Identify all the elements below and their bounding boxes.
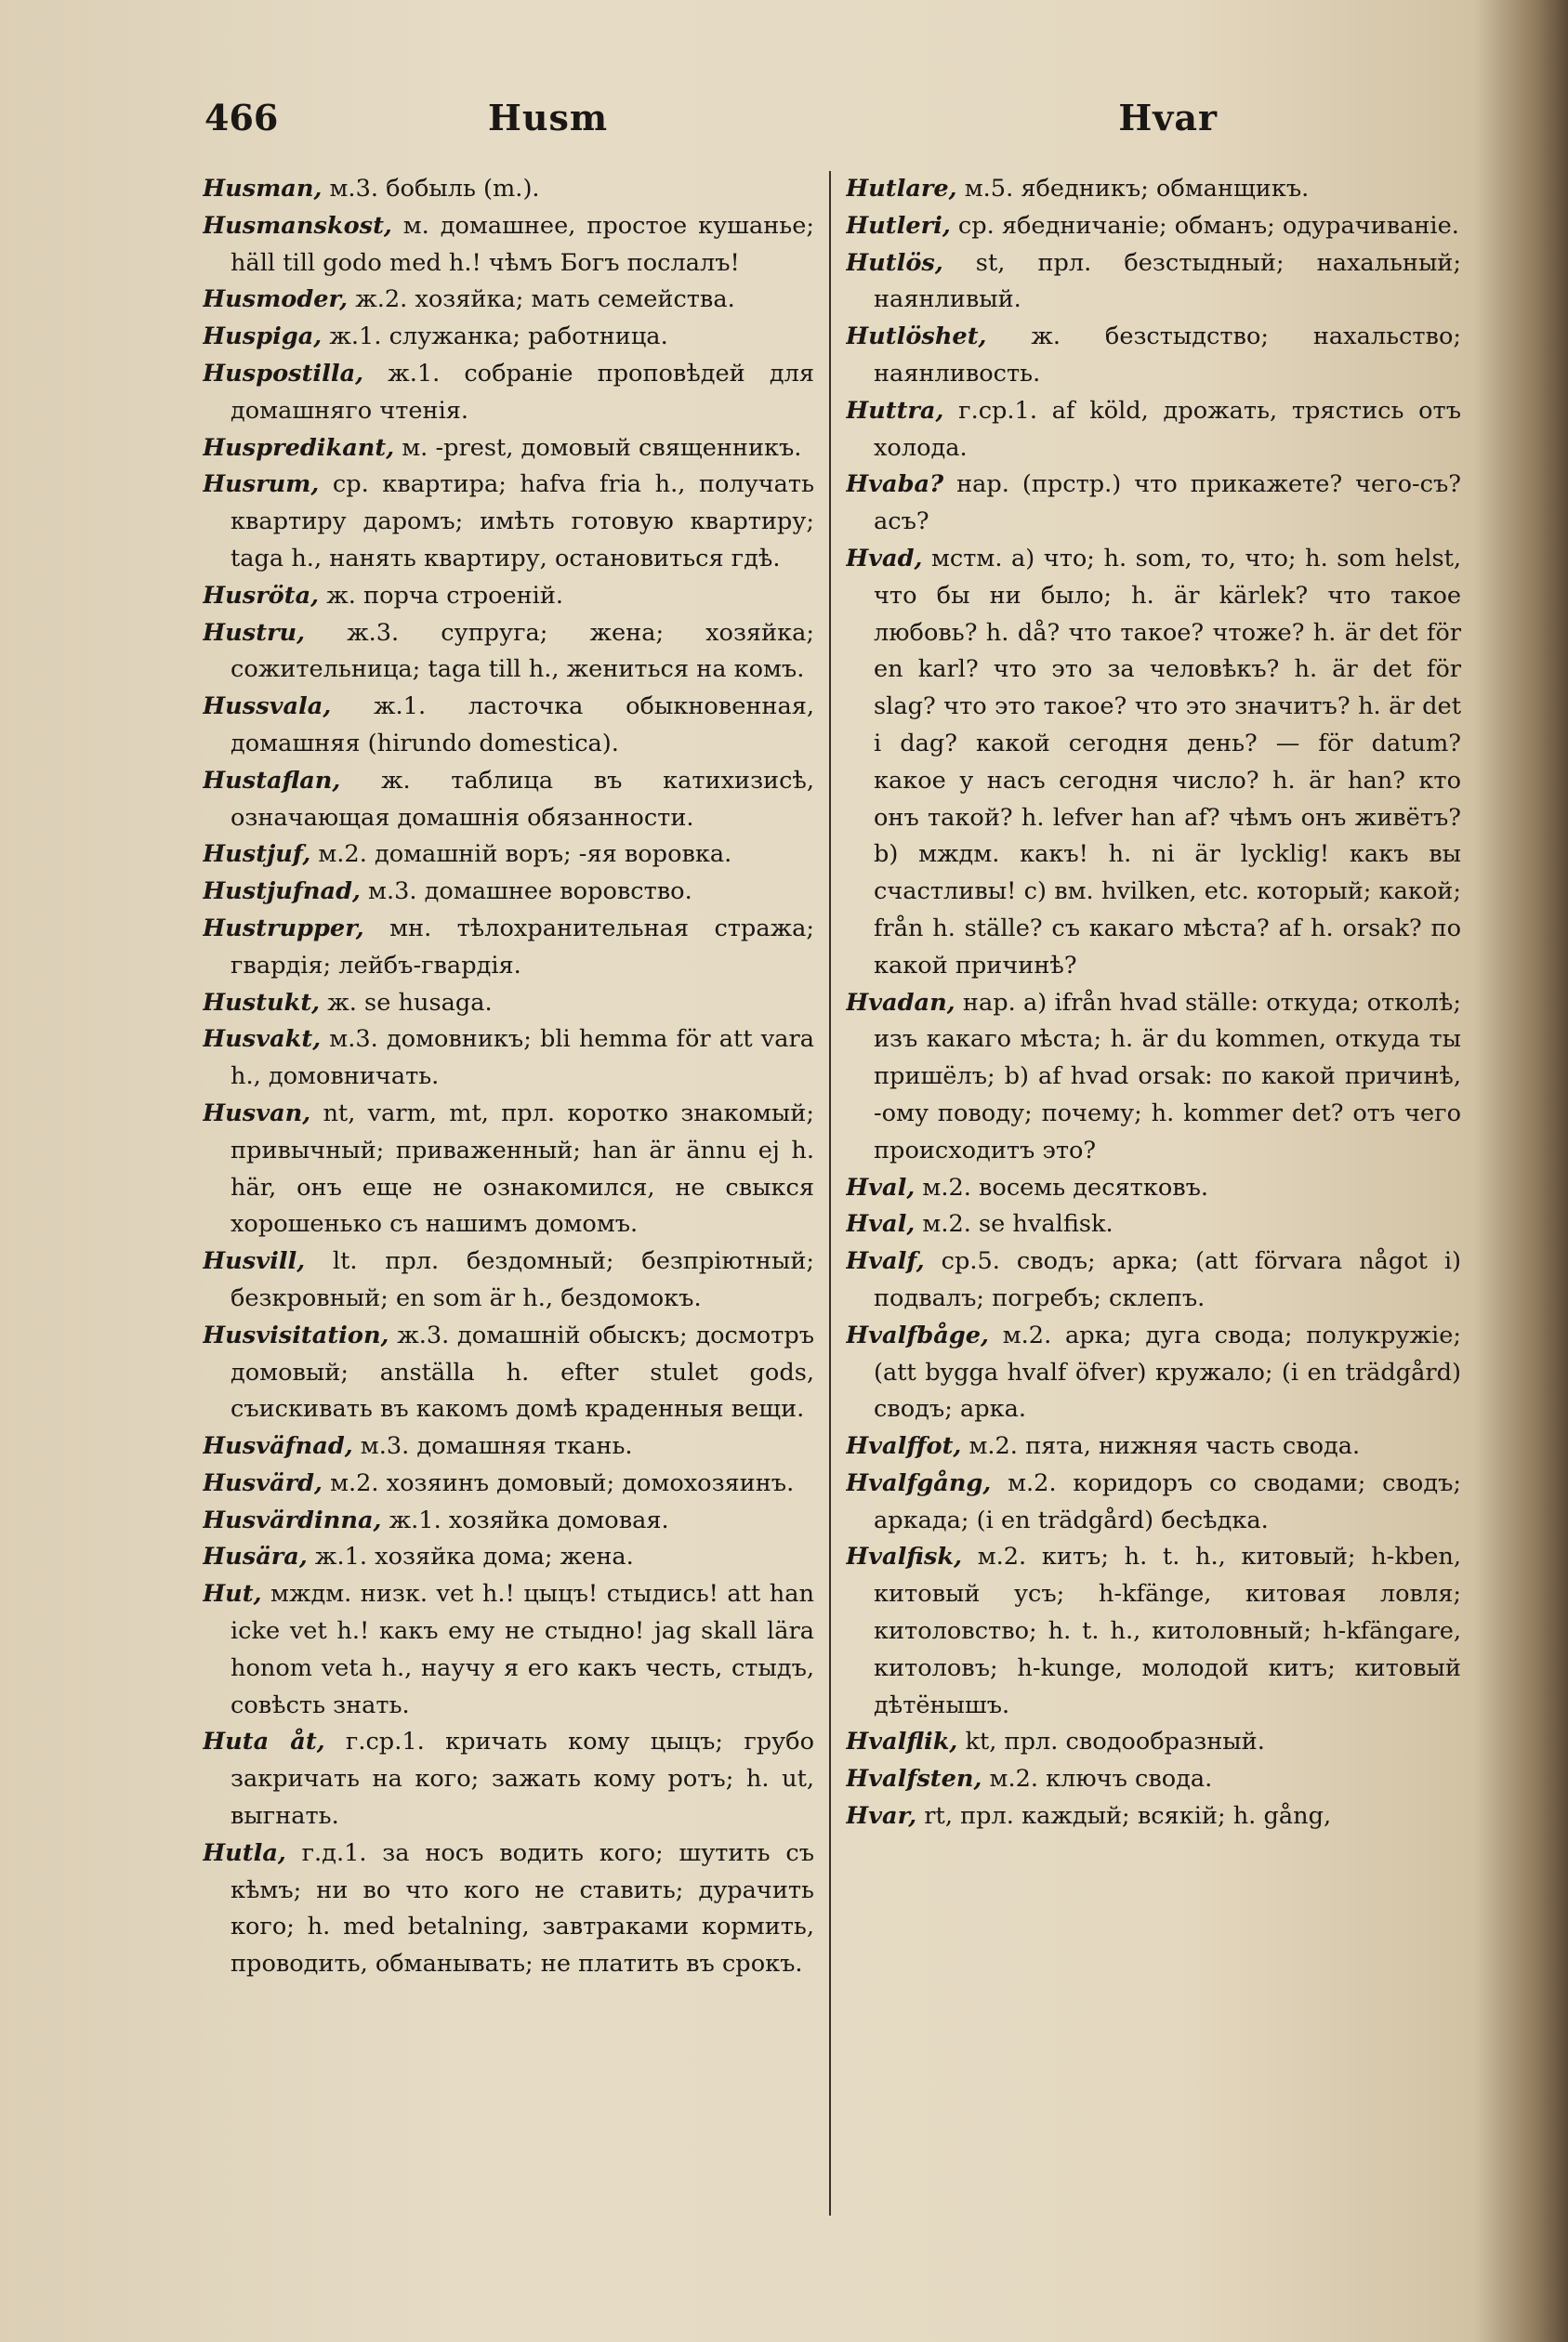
entry-definition: м.2. пята, нижняя часть свода. bbox=[961, 1432, 1361, 1461]
entry-definition: нар. a) ifrån hvad ställe: откуда; отколѣ; изъ какаго мѣста; h. är du kommen, откуда ты пришёлъ; b) af hvad orsak: по какой причинѣ, -ому поводу; почему; h. kommer det? отъ чего происходитъ это? bbox=[874, 988, 1461, 1164]
dictionary-entry bbox=[203, 1021, 814, 1096]
entry-definition: г.ср.1. af köld, дрожать, трястись отъ холода. bbox=[874, 396, 1461, 462]
dictionary-entry bbox=[846, 1206, 1461, 1243]
entry-definition: ж.2. хозяйка; мать семейства. bbox=[348, 285, 735, 314]
entry-headword: Hvalffot, bbox=[846, 1432, 962, 1461]
entry-definition: м.5. ябедникъ; обманщикъ. bbox=[956, 175, 1310, 203]
right-column bbox=[846, 171, 1461, 2318]
entry-headword: Huspostilla, bbox=[203, 359, 364, 388]
dictionary-entry bbox=[203, 1318, 814, 1428]
entry-headword: Huttra, bbox=[846, 396, 944, 425]
dictionary-entry bbox=[203, 1243, 814, 1318]
entry-definition: м.3. бобыль (m.). bbox=[322, 175, 540, 203]
dictionary-entry bbox=[203, 911, 814, 985]
column-divider bbox=[829, 171, 831, 2216]
entry-headword: Husvärd, bbox=[203, 1468, 323, 1497]
entry-headword: Hut, bbox=[203, 1580, 262, 1609]
entry-definition: мждм. низк. vet h.! цыцъ! стыдись! att han icke vet h.! какъ ему не стыдно! jag skall lära honom veta h., научу я его какъ честь, стыдъ, совѣсть знать. bbox=[231, 1580, 814, 1719]
dictionary-entry bbox=[846, 1170, 1461, 1207]
entry-definition: lt. прл. бездомный; безпріютный; безкровный; en som är h., бездомокъ. bbox=[231, 1247, 814, 1312]
entry-headword: Hvalfisk, bbox=[846, 1543, 963, 1572]
entry-headword: Hvalflik, bbox=[846, 1728, 958, 1756]
dictionary-entry bbox=[203, 319, 814, 356]
entry-headword: Hvalfbåge, bbox=[846, 1321, 989, 1349]
dictionary-entry bbox=[203, 356, 814, 430]
entry-headword: Husvärdinna, bbox=[203, 1506, 382, 1534]
entry-headword: Hval, bbox=[846, 1210, 916, 1239]
entry-definition: м. домашнее, простое кушанье; häll till godo med h.! чѣмъ Богъ послалъ! bbox=[231, 211, 814, 277]
entry-definition: м.2. хозяинъ домовый; домохозяинъ. bbox=[322, 1468, 795, 1497]
dictionary-entry bbox=[203, 874, 814, 911]
dictionary-entry bbox=[203, 689, 814, 763]
entry-headword: Hustrupper, bbox=[203, 914, 364, 942]
entry-headword: Husväfnad, bbox=[203, 1432, 353, 1461]
entry-headword: Hvar, bbox=[846, 1802, 917, 1831]
dictionary-entry bbox=[846, 467, 1461, 541]
dictionary-entry bbox=[846, 1761, 1461, 1798]
entry-headword: Hvad, bbox=[846, 544, 923, 572]
entry-headword: Hustaflan, bbox=[203, 766, 341, 795]
entry-definition: м.2. коридоръ со сводами; сводъ; аркада; (i en trädgård) бесѣдка. bbox=[874, 1468, 1461, 1534]
dictionary-entry bbox=[203, 171, 814, 208]
entry-headword: Huspiga, bbox=[203, 322, 323, 351]
entry-headword: Husvakt, bbox=[203, 1025, 322, 1054]
entry-definition: м.3. домашняя ткань. bbox=[352, 1432, 633, 1461]
entry-headword: Hussvala, bbox=[203, 692, 332, 721]
dictionary-entry bbox=[846, 1724, 1461, 1761]
entry-headword: Hvalf, bbox=[846, 1247, 925, 1276]
running-head-right: Hvar bbox=[1118, 97, 1218, 138]
entry-definition: г.ср.1. кричать кому цыцъ; грубо закричать на кого; зажать кому ротъ; h. ut, выгнать. bbox=[231, 1728, 814, 1831]
entry-headword: Husman, bbox=[203, 175, 323, 203]
page-number: 466 bbox=[204, 97, 279, 138]
entry-headword: Husröta, bbox=[203, 581, 320, 610]
dictionary-entry bbox=[203, 467, 814, 577]
entry-definition: м.2. восемь десятковъ. bbox=[915, 1173, 1209, 1202]
dictionary-entry bbox=[846, 985, 1461, 1170]
dictionary-entry bbox=[203, 1096, 814, 1243]
entry-headword: Husvill, bbox=[203, 1247, 306, 1276]
dictionary-entry bbox=[846, 1428, 1461, 1466]
entry-headword: Hutlöshet, bbox=[846, 322, 987, 351]
entry-definition: м.2. se hvalfisk. bbox=[915, 1210, 1113, 1239]
entry-headword: Husrum, bbox=[203, 470, 320, 499]
dictionary-entry bbox=[203, 1466, 814, 1503]
entry-definition: ж.1. хозяйка домовая. bbox=[381, 1506, 669, 1534]
entry-definition: ж.1. ласточка обыкновенная, домашняя (hirundo domestica). bbox=[231, 692, 814, 757]
entry-headword: Huta åt, bbox=[203, 1728, 325, 1756]
entry-definition: м.2. домашній воръ; -яя воровка. bbox=[310, 840, 732, 869]
dictionary-entry bbox=[203, 763, 814, 837]
entry-headword: Husära, bbox=[203, 1543, 308, 1572]
entry-headword: Hvalfgång, bbox=[846, 1468, 992, 1497]
entry-definition: м.2. китъ; h. t. h., китовый; h-kben, китовый усъ; h-kfänge, китовая ловля; китоловство; h. t. h., китоловный; h-kfängare, китоловъ; h-kunge, молодой китъ; китовый дѣтёнышъ. bbox=[874, 1543, 1461, 1719]
entry-definition: м.3. домашнее воровство. bbox=[360, 877, 692, 906]
entry-definition: ср. ябедничаніе; обманъ; одурачиваніе. bbox=[950, 211, 1459, 240]
entry-definition: nt, varm, mt, прл. коротко знакомый; привычный; приваженный; han är ännu ej h. här, онъ еще не ознакомился, не свыкся хорошенько съ нашимъ домомъ. bbox=[231, 1099, 814, 1239]
entry-definition: ж.1. собраніе проповѣдей для домашняго чтенія. bbox=[231, 359, 814, 425]
dictionary-entry bbox=[203, 1428, 814, 1466]
entry-headword: Husvan, bbox=[203, 1099, 311, 1127]
dictionary-entry bbox=[203, 1503, 814, 1540]
dictionary-entry bbox=[203, 430, 814, 467]
entry-definition: нар. (прстр.) что прикажете? чего-съ? асъ? bbox=[874, 470, 1461, 536]
dictionary-entry bbox=[203, 1539, 814, 1576]
page-header bbox=[204, 97, 1218, 152]
entry-headword: Hustjufnad, bbox=[203, 877, 361, 906]
dictionary-entry bbox=[203, 282, 814, 319]
dictionary-entry bbox=[203, 1835, 814, 1983]
dictionary-entry bbox=[203, 208, 814, 283]
dictionary-entry bbox=[846, 541, 1461, 985]
entry-definition: м.3. домовникъ; bli hemma för att vara h., домовничать. bbox=[231, 1025, 814, 1091]
entry-definition: м.2. арка; дуга свода; полукружіе; (att bygga hvalf öfver) кружало; (i en trädgård) сводъ; арка. bbox=[874, 1321, 1461, 1424]
dictionary-entry bbox=[203, 836, 814, 874]
dictionary-entry bbox=[846, 245, 1461, 320]
entry-definition: ж.1. служанка; работница. bbox=[322, 322, 668, 351]
entry-definition: st, прл. безстыдный; нахальный; наянливый. bbox=[874, 248, 1461, 314]
dictionary-entry bbox=[203, 1576, 814, 1724]
entry-definition: ж.3. супруга; жена; хозяйка; сожительница; taga till h., жениться на комъ. bbox=[231, 618, 814, 684]
entry-headword: Hustjuf, bbox=[203, 840, 311, 869]
entry-headword: Hvadan, bbox=[846, 988, 955, 1017]
entry-headword: Husmanskost, bbox=[203, 211, 392, 240]
entry-definition: мстм. a) что; h. som, то, что; h. som helst, что бы ни было; h. är kärlek? что такое любовь? h. då? что такое? чтоже? h. är det för en karl? что это за человѣкъ? h. är det för slag? что это такое? что это значитъ? h. är det i dag? какой сегодня день? — för datum? какое у насъ сегодня число? h. är han? кто онъ такой? h. lefver han af? чѣмъ онъ живётъ? b) мждм. какъ! h. ni är lycklig! какъ вы счастливы! c) вм. hvilken, etc. который; какой; från h. ställe? съ какаго мѣста? af h. orsak? по какой причинѣ? bbox=[874, 544, 1461, 980]
entry-definition: мн. тѣлохранительная стража; гвардія; лейбъ-гвардія. bbox=[231, 914, 814, 980]
entry-definition: м. -prest, домовый священникъ. bbox=[394, 433, 802, 462]
entry-definition: kt, прл. сводообразный. bbox=[957, 1728, 1265, 1756]
dictionary-entry bbox=[846, 1539, 1461, 1724]
dictionary-entry bbox=[846, 208, 1461, 245]
entry-definition: ж. порча строеній. bbox=[319, 581, 564, 610]
entry-headword: Hustru, bbox=[203, 618, 306, 647]
entry-definition: ж.3. домашній обыскъ; досмотръ домовый; anställa h. efter stulet gods, съискивать въ какомъ домѣ краденныя вещи. bbox=[231, 1321, 814, 1424]
dictionary-entry bbox=[846, 319, 1461, 393]
entry-headword: Husvisitation, bbox=[203, 1321, 389, 1349]
dictionary-entry bbox=[846, 1243, 1461, 1318]
dictionary-entry bbox=[203, 985, 814, 1022]
entry-headword: Hutlare, bbox=[846, 175, 957, 203]
entry-headword: Hval, bbox=[846, 1173, 916, 1202]
dictionary-entry bbox=[203, 578, 814, 615]
entry-definition: rt, прл. каждый; всякій; h. gång, bbox=[916, 1802, 1332, 1831]
entry-definition: ср.5. сводъ; арка; (att förvara något i) подвалъ; погребъ; склепъ. bbox=[874, 1247, 1461, 1312]
running-head-left: Husm bbox=[488, 97, 609, 138]
entry-headword: Hutlös, bbox=[846, 248, 943, 277]
left-column bbox=[203, 171, 814, 2318]
entry-headword: Hvalfsten, bbox=[846, 1765, 982, 1794]
entry-definition: м.2. ключъ свода. bbox=[982, 1765, 1213, 1794]
dictionary-entry bbox=[203, 615, 814, 690]
dictionary-entry bbox=[846, 1798, 1461, 1835]
entry-definition: ср. квартира; hafva fria h., получать квартиру даромъ; имѣть готовую квартиру; taga h., нанять квартиру, остановиться гдѣ. bbox=[231, 470, 814, 572]
entry-definition: г.д.1. за носъ водить кого; шутить съ кѣмъ; ни во что кого не ставить; дурачить кого; h. med betalning, завтраками кормить, проводить, обманывать; не платить въ срокъ. bbox=[231, 1838, 814, 1979]
dictionary-entry bbox=[846, 1318, 1461, 1428]
dictionary-entry bbox=[846, 393, 1461, 467]
entry-headword: Hutleri, bbox=[846, 211, 951, 240]
entry-headword: Hustukt, bbox=[203, 988, 321, 1017]
entry-headword: Hutla, bbox=[203, 1838, 286, 1867]
entry-definition: ж. se husaga. bbox=[320, 988, 493, 1017]
dictionary-entry bbox=[846, 171, 1461, 208]
entry-headword: Huspredikant, bbox=[203, 433, 395, 462]
entry-definition: ж. таблица въ катихизисѣ, означающая домашнія обязанности. bbox=[231, 766, 814, 832]
entry-definition: ж.1. хозяйка дома; жена. bbox=[307, 1543, 634, 1572]
entry-headword: Hvaba? bbox=[846, 470, 944, 499]
dictionary-entry bbox=[203, 1724, 814, 1835]
entry-headword: Husmoder, bbox=[203, 285, 349, 314]
entry-definition: ж. безстыдство; нахальство; наянливость. bbox=[874, 322, 1461, 388]
dictionary-entry bbox=[846, 1466, 1461, 1540]
